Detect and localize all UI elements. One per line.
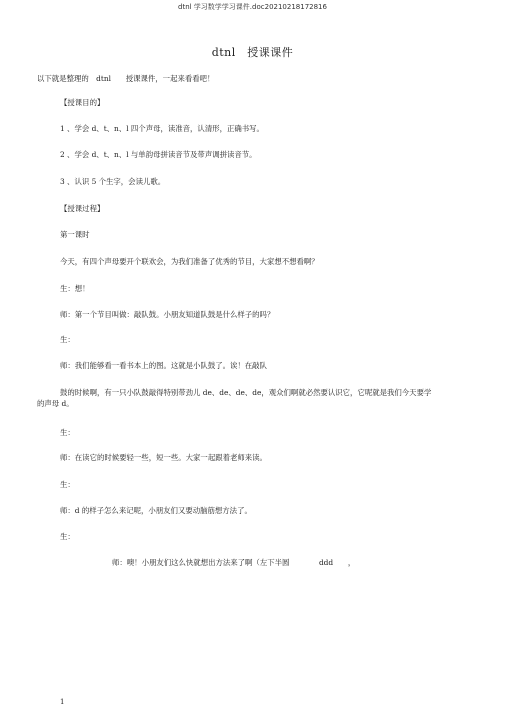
goal-item: 3 、认识 5 个生字，会读儿歌。	[60, 177, 166, 186]
lesson-line: 生：	[60, 428, 75, 437]
lesson-line: 生：想！	[60, 284, 90, 293]
lesson-line: 生：	[60, 480, 75, 489]
goal-heading: 【授课目的】	[60, 98, 105, 107]
lesson-line: 师：在读它的时候要轻一些，短一些。大家一起跟着老师来读。	[60, 453, 267, 462]
lesson-line: 师：第一个节目叫做：敲队鼓。小朋友知道队鼓是什么样子的吗？	[60, 310, 275, 319]
goal-item: 1 、学会 d、t、n、l 四个声母，读准音，认清形，正确书写。	[60, 124, 264, 133]
lesson-line: 今天，有四个声母要开个联欢会，为我们准备了优秀的节目，大家想不想看啊？	[60, 257, 319, 266]
lesson-line: 生：	[60, 335, 75, 344]
lesson-line: 生：	[60, 532, 75, 541]
process-heading: 【授课过程】	[60, 204, 105, 213]
page-number: 1	[60, 698, 65, 706]
page-header: dtnl 学习数学学习课件.doc20210218172816	[178, 3, 327, 11]
goal-item: 2 、学会 d、t、n、l 与单韵母拼读音节及带声调拼读音节。	[60, 150, 257, 159]
lesson-line: 师：我们能够看一看书本上的图。这就是小队鼓了。诶！在敲队	[60, 361, 267, 370]
lesson-line: 师：噢！小朋友们这么快就想出方法来了啊（左下半圆 ddd ，	[112, 558, 356, 567]
lesson-paragraph: 鼓的时候啊，有一只小队鼓敲得特别带劲儿 de、de、de、de，观众们啊就必然要认识它，它呢就是我们今天要学的声母 d。	[37, 388, 432, 408]
intro-paragraph: 以下就是整理的 dtnl 授课课件，一起来看看吧！	[37, 74, 215, 83]
lesson-line: 师：d 的样子怎么来记呢，小朋友们又要动脑筋想方法了。	[60, 506, 252, 515]
period-label: 第一课时	[60, 230, 90, 239]
document-title: dtnl 授课课件	[211, 46, 294, 59]
